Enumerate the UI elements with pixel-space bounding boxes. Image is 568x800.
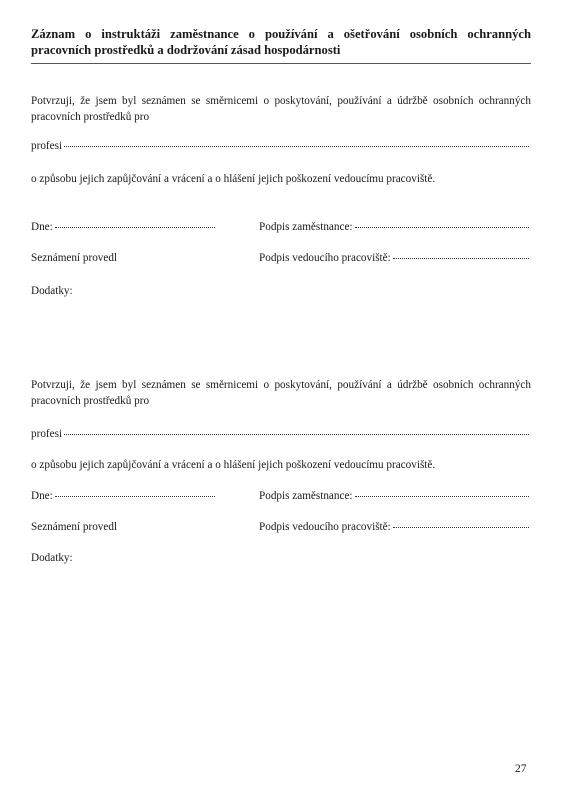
section-2-supervisor-signature-field[interactable] <box>393 527 529 528</box>
section-1-date-field[interactable] <box>55 227 215 228</box>
section-2-notes-label: Dodatky: <box>31 552 73 564</box>
section-2-profession-field[interactable] <box>64 434 529 435</box>
section-1-profession-line <box>31 138 529 154</box>
section-1-instructor-label: Seznámení provedl <box>31 252 118 264</box>
section-2-profession-label: profesi <box>31 428 63 440</box>
section-1-employee-signature-line <box>259 219 529 235</box>
section-1-notes-label: Dodatky: <box>31 285 73 297</box>
section-2-date-line <box>31 488 215 504</box>
section-2-date-label: Dne: <box>31 490 53 502</box>
section-2-profession-line <box>31 426 529 442</box>
section-2-employee-signature-field[interactable] <box>355 496 529 497</box>
section-1-supervisor-signature-label: Podpis vedoucího pracoviště: <box>259 252 391 264</box>
section-1-supervisor-signature-field[interactable] <box>393 258 529 259</box>
section-1-intro: Potvrzuji, že jsem byl seznámen se směrnicemi o poskytování, používání a údržbě osobních ochranných pracovních prostředků pro <box>31 95 531 123</box>
section-2-employee-signature-label: Podpis zaměstnance: <box>259 490 353 502</box>
section-1-employee-signature-field[interactable] <box>355 227 529 228</box>
section-2-instructor-label: Seznámení provedl <box>31 521 118 533</box>
page-number: 27 <box>515 763 527 775</box>
section-1-date-label: Dne: <box>31 221 53 233</box>
section-1-profession-label: profesi <box>31 140 63 152</box>
section-2-date-field[interactable] <box>55 496 215 497</box>
section-2-supervisor-signature-line <box>259 519 529 535</box>
section-2-employee-signature-line <box>259 488 529 504</box>
section-1-method-text: o způsobu jejich zapůjčování a vrácení a o hlášení jejich poškození vedoucímu pracoviště. <box>31 173 436 185</box>
section-2-method-text: o způsobu jejich zapůjčování a vrácení a o hlášení jejich poškození vedoucímu pracoviště. <box>31 459 436 471</box>
section-1-date-line <box>31 219 215 235</box>
document-title: Záznam o instruktáži zaměstnance o používání a ošetřování osobních ochranných pracovních prostředků a dodržování zásad hospodárnosti <box>31 27 531 57</box>
section-2-supervisor-signature-label: Podpis vedoucího pracoviště: <box>259 521 391 533</box>
section-1-supervisor-signature-line <box>259 250 529 266</box>
section-1-employee-signature-label: Podpis zaměstnance: <box>259 221 353 233</box>
section-2-intro: Potvrzuji, že jsem byl seznámen se směrnicemi o poskytování, používání a údržbě osobních ochranných pracovních prostředků pro <box>31 379 531 407</box>
section-1-profession-field[interactable] <box>64 146 529 147</box>
title-divider <box>31 63 531 64</box>
